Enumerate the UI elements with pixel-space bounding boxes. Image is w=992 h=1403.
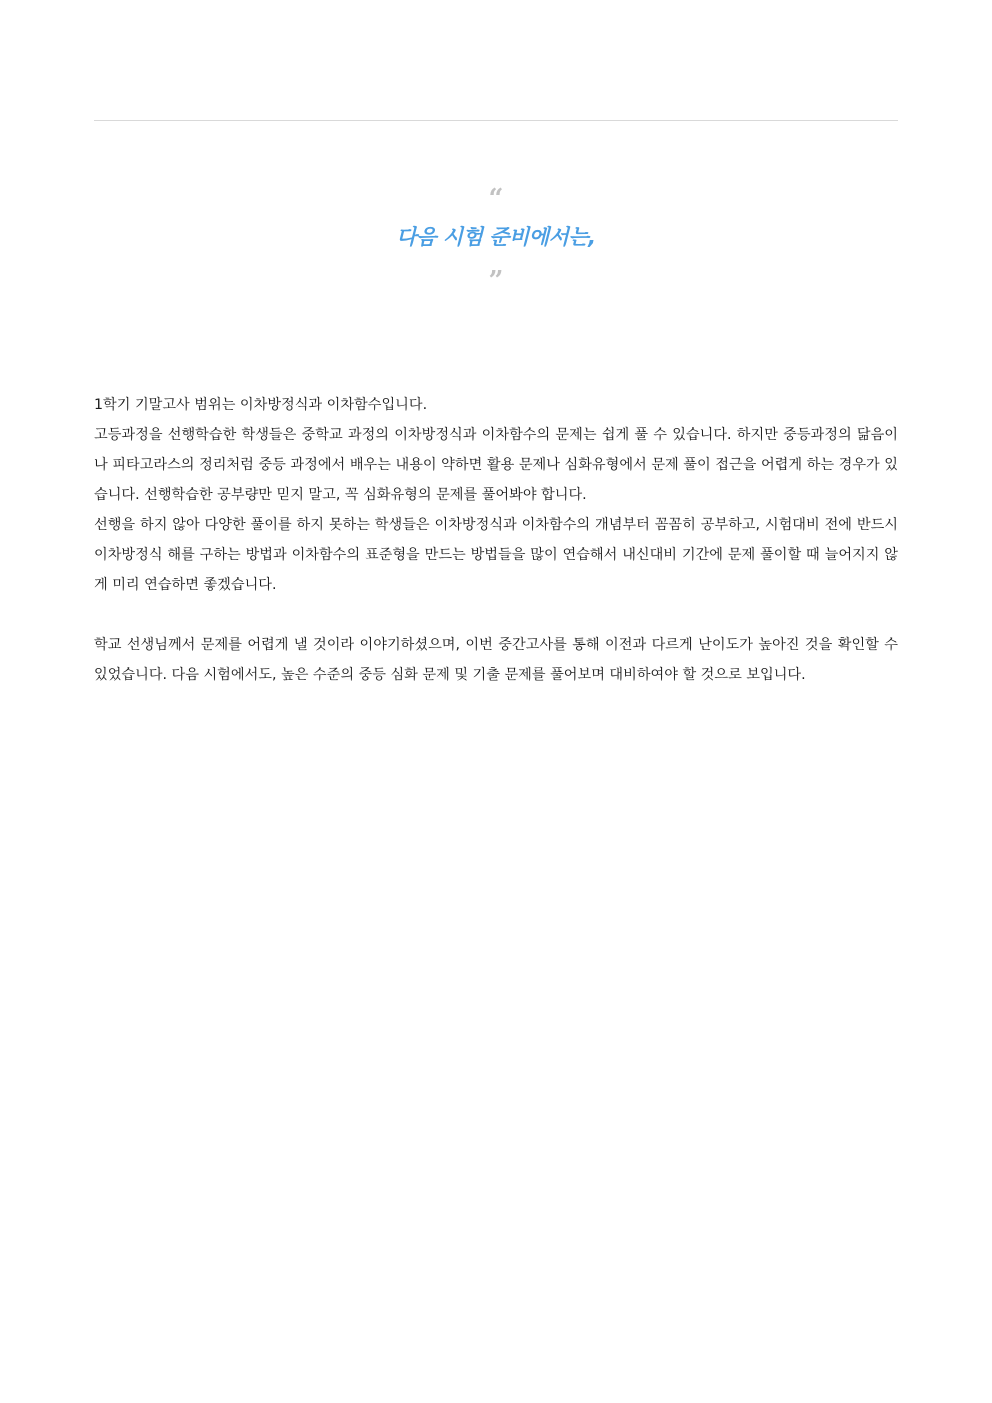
open-quote-icon: “ xyxy=(488,184,504,214)
paragraph-teacher-advice: 학교 선생님께서 문제를 어렵게 낼 것이라 이야기하셨으며, 이번 중간고사를 통해 이전과 다르게 난이도가 높아진 것을 확인할 수 있었습니다. 다음 시험에서도, 높은 수준의 중등 심화 문제 및 기출 문제를 풀어보며 대비하여야 할 것으로 보입니다. xyxy=(94,637,898,683)
top-divider xyxy=(94,120,898,121)
body-text xyxy=(94,390,898,690)
paragraph-exam-scope: 1학기 기말고사 범위는 이차방정식과 이차함수입니다. xyxy=(94,397,428,413)
quote-block xyxy=(94,186,898,294)
section-heading: 다음 시험 준비에서는, xyxy=(396,225,596,249)
paragraph-advanced-students: 고등과정을 선행학습한 학생들은 중학교 과정의 이차방정식과 이차함수의 문제는 쉽게 풀 수 있습니다. 하지만 중등과정의 닮음이나 피타고라스의 정리처럼 중등 과정에서 배우는 내용이 약하면 활용 문제나 심화유형에서 문제 풀이 접근을 어렵게 하는 경우가 있습니다. 선행학습한 공부량만 믿지 말고, 꼭 심화유형의 문제를 풀어봐야 합니다. xyxy=(94,427,898,503)
paragraph-non-advanced-students: 선행을 하지 않아 다양한 풀이를 하지 못하는 학생들은 이차방정식과 이차함수의 개념부터 꼼꼼히 공부하고, 시험대비 전에 반드시 이차방정식 해를 구하는 방법과 이차함수의 표준형을 만드는 방법들을 많이 연습해서 내신대비 기간에 문제 풀이할 때 늘어지지 않게 미리 연습하면 좋겠습니다. xyxy=(94,517,898,593)
close-quote-icon: ” xyxy=(488,266,504,296)
